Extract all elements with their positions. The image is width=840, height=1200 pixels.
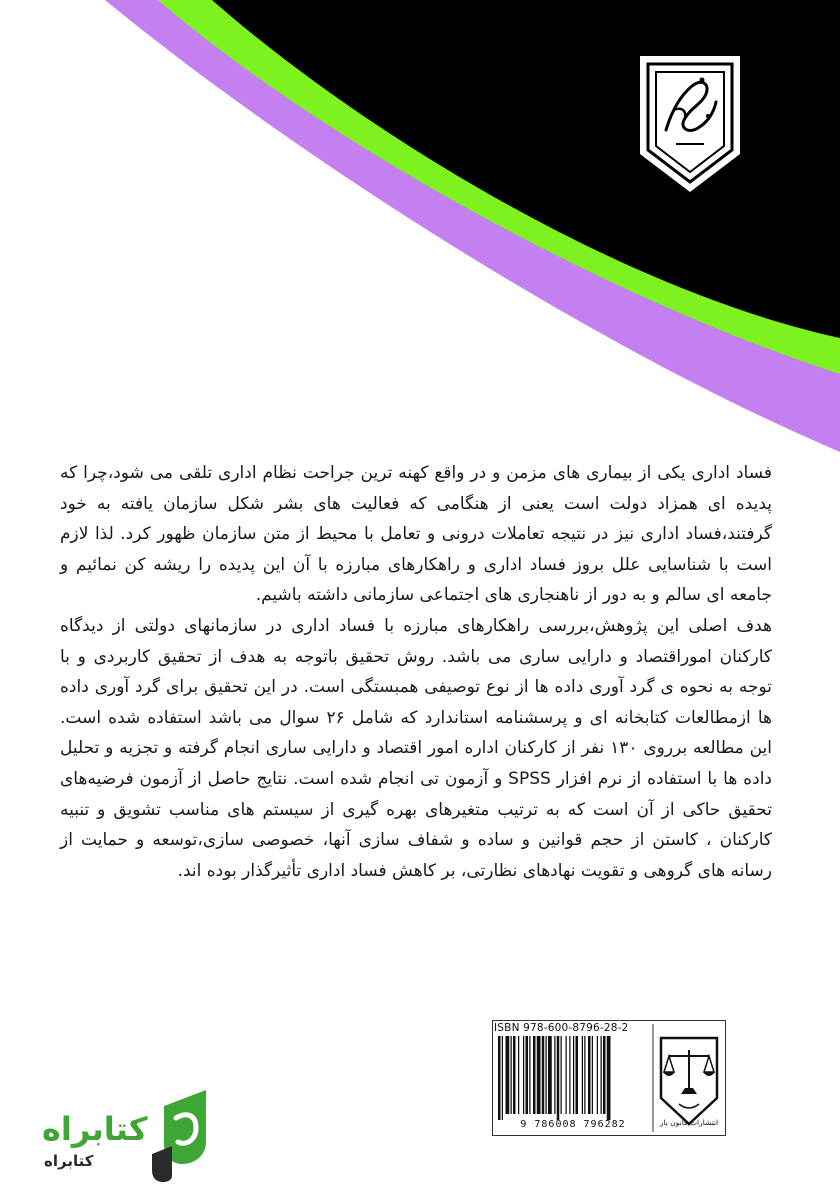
barcode-bar [554,1036,555,1114]
barcode-bar [597,1036,598,1114]
scales-of-justice-logo-icon [655,1032,723,1132]
watermark-text-large: کتابراه [42,1110,148,1148]
barcode-bar [573,1036,574,1114]
barcode-bar [498,1036,501,1120]
barcode-bar [548,1036,552,1114]
barcode-bar [561,1036,562,1114]
barcode-bar [582,1036,583,1114]
barcode-bar [546,1036,547,1114]
barcode-bar [506,1036,510,1114]
barcode-bar [576,1036,579,1114]
barcode-bar [607,1036,611,1120]
barcode-bar [557,1036,560,1120]
barcode-bar [588,1036,591,1114]
barcode-bar [601,1036,602,1114]
barcode-bar [513,1036,516,1114]
description-paragraph-1: فساد اداری یکی از بیماری های مزمن و در واقع کهنه ترین جراحت نظام اداری تلقی می شود،چرا که پدیده ای همزاد دولت است یعنی از هنگامی که فعالیت های بشر شکل سازمان یافته به خود گرفتند،فساد اداری نیز در نتیجه تعاملات درونی و تعامل با محیط از متن سازمان ظهور کرد. لذا لازم است با شناسایی علل بروز فساد اداری و راهکارهای مبارزه با آن این پدیده را ریشه کن نمائیم و جامعه ای سالم و به دور از ناهنجاری های اجتماعی سازمانی داشته باشیم. [60,463,772,606]
barcode-bar [592,1036,593,1114]
publisher-name: انتشارات قانون یار [659,1118,719,1127]
barcode-bar [518,1036,519,1114]
barcode-bar [529,1036,530,1114]
barcode-bar [533,1036,536,1114]
barcode-bar [542,1036,545,1114]
barcode-bar [537,1036,541,1114]
watermark-text-small: کتابراه [44,1152,94,1170]
book-shield-emblem-icon [636,50,746,196]
isbn-barcode [496,1036,650,1120]
barcode-digits: 9 786008 796282 [520,1119,626,1130]
barcode-bar [526,1036,529,1114]
back-cover-description [60,458,772,886]
barcode-bar [511,1036,512,1114]
barcode-bar [569,1036,570,1114]
barcode-bar [566,1036,567,1114]
barcode-bar [523,1036,524,1114]
description-paragraph-2: هدف اصلی این پژوهش،بررسی راهکارهای مبارزه با فساد اداری در سازمانهای دولتی از دیدگاه کارکنان اموراقتصاد و دارایی ساری می باشد. روش تحقیق باتوجه به هدف از تحقیق کاربردی و با توجه به نحوه ی گرد آوری داده ها از نوع توصیفی همبستگی است. در این تحقیق برای گرد آوری داده ها ازمطالعات کتابخانه ای و پرسشنامه استاندارد که شامل ۲۶ سوال می باشد استفاده شده است. این مطالعه برروی ۱۳۰ نفر از کارکنان اداره امور اقتصاد و دارایی ساری انجام گرفته و تجزیه و تحلیل داده ها با استفاده از نرم افزار SPSS و آزمون تی انجام شده است. نتایج حاصل از آزمون فرضیه‌های تحقیق حاکی از آن است که به ترتیب متغیرهای بهره گیری از سیستم های مناسب تشویق و تنبیه کارکنان ، کاستن از حجم قوانین و ساده و شفاف سازی آنها، خصوصی سازی،توسعه و حمایت از رسانه های گروهی و تقویت نهادهای نظارتی، بر کاهش فساد اداری تأثیرگذار بوده اند. [60,615,773,881]
barcode-bar [603,1036,606,1114]
barcode-bar [502,1036,503,1120]
barcode-bar [584,1036,585,1114]
isbn-label: ISBN 978-600-8796-28-2 [494,1022,629,1034]
